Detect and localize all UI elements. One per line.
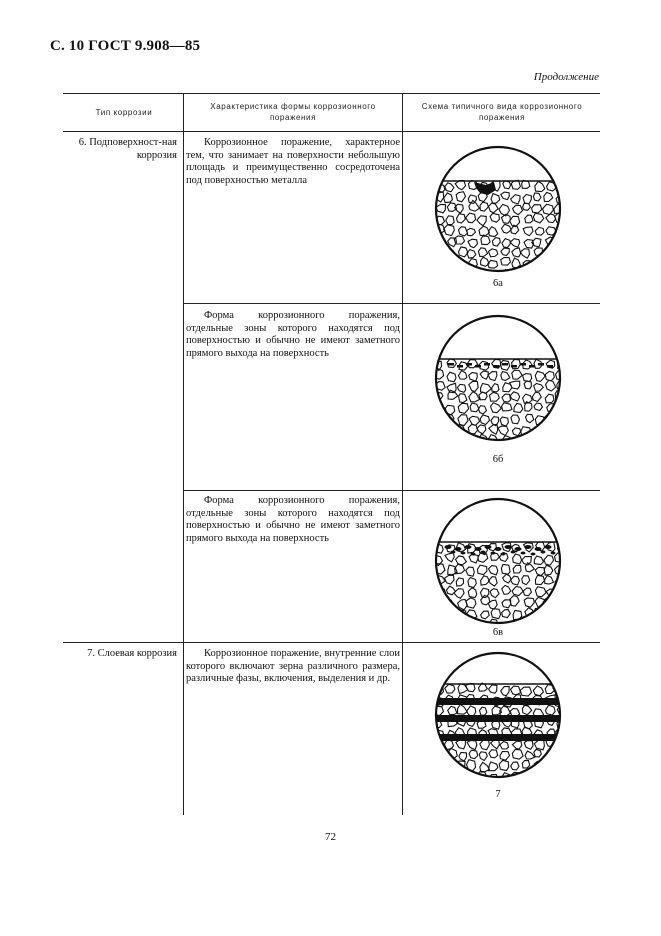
page-number: 72 xyxy=(325,831,336,843)
figure-6a-diagram xyxy=(434,145,562,273)
row-divider-6c xyxy=(63,642,600,643)
table-top-rule xyxy=(63,93,600,94)
column-divider-1 xyxy=(183,93,184,815)
figure-6b-label: 6б xyxy=(492,454,504,465)
table-header-rule xyxy=(63,131,600,132)
row-divider-6a xyxy=(183,303,600,304)
figure-6a-label: 6а xyxy=(493,278,503,289)
figure-6c-diagram xyxy=(434,497,562,625)
figure-7-label: 7 xyxy=(495,789,501,800)
description-7: Коррозионное поражение, внутренние слои которого включают зерна различного размера, различные фазы, включения, выделения и др. xyxy=(186,648,400,684)
column-header-scheme: Схема типичного вида коррозионного поражения xyxy=(421,102,583,122)
column-header-characteristic: Характеристика формы коррозионного поражения xyxy=(210,102,376,122)
continued-label: Продолжение xyxy=(533,71,599,83)
column-divider-2 xyxy=(402,93,403,815)
page-header: С. 10 ГОСТ 9.908—85 xyxy=(50,38,201,54)
column-header-type: Тип коррозии xyxy=(95,108,153,117)
corrosion-type-7: 7. Слоевая коррозия xyxy=(87,648,177,659)
description-6b: Форма коррозионного поражения, отдельные зоны которого находятся под поверхностью и обычно не имеют заметного прямого выхода на поверхность xyxy=(186,310,400,359)
row-divider-6b xyxy=(183,490,600,491)
figure-6c-label: 6в xyxy=(492,627,504,638)
description-6c: Форма коррозионного поражения, отдельные зоны которого находятся под поверхностью и обычно не имеют заметного прямого выхода на поверхность xyxy=(186,495,400,544)
figure-6b-diagram xyxy=(434,314,562,442)
corrosion-type-6: 6. Подповерхност-ная коррозия xyxy=(78,137,177,161)
description-6a: Коррозионное поражение, характерное тем, что занимает на поверхности небольшую площадь и преимущественно сосредоточена под поверхностью металла xyxy=(186,137,400,186)
figure-7-diagram xyxy=(434,651,562,779)
